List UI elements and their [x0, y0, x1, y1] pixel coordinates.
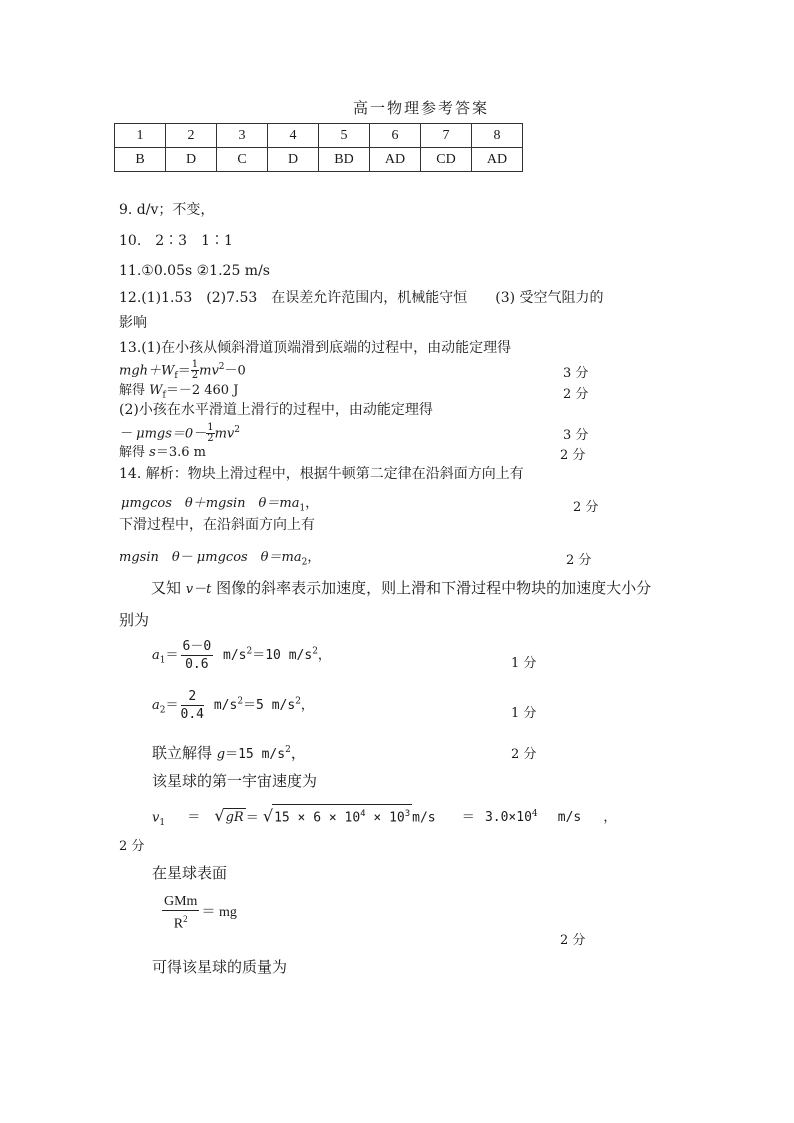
fraction — [181, 638, 214, 673]
q14-g-result: 联立解得 g＝15 $m/s^2$， — [152, 744, 306, 762]
q14-v1-equation: $v_1 = √gR = √15 \times 6 \times 10^4 \times 10^3$ $m/s = 3.0\times 10^4$ m/s ， — [152, 804, 616, 832]
table-cell: 3 — [217, 124, 268, 148]
score: 2 分 — [566, 553, 592, 568]
answer-table-answers-row — [115, 148, 523, 172]
table-cell: 6 — [370, 124, 421, 148]
eq-term: μmgcos θ＋mgsin θ＝ma — [121, 496, 300, 511]
q14-mass-intro: 可得该星球的质量为 — [152, 958, 288, 976]
q13-solution-2 — [119, 444, 206, 462]
eq-symbol: ＝ — [461, 810, 475, 826]
eq-term: m/s — [557, 810, 582, 826]
eq-term: － μmgs＝0－ — [119, 426, 207, 442]
eq-term: a — [152, 648, 160, 663]
fraction-half — [206, 423, 214, 444]
eq-term: ＝－2 460 J — [165, 383, 239, 398]
eq-symbol: ＝ — [165, 648, 179, 663]
q13-equation-1: $mgh+W_f=$ $\frac{1}{2}$ $mv^2-0$ — [119, 359, 246, 382]
eq-subscript: 2 — [159, 705, 166, 716]
eq-term: W — [149, 383, 163, 398]
q9-answer: 9. d/v；不变， — [119, 202, 215, 218]
eq-term: ＝15 m/s — [225, 747, 286, 762]
score: 2 分 — [563, 387, 589, 402]
sqrt-gR: gR — [225, 810, 244, 826]
eq-term: v — [152, 810, 160, 826]
eq-subscript: 1 — [159, 655, 166, 666]
table-cell: 4 — [268, 124, 319, 148]
fraction-numerator: GMm — [164, 894, 198, 909]
score: 3 分 — [563, 428, 589, 443]
eq-term: a — [152, 698, 160, 713]
fraction-numerator: 1 — [207, 422, 214, 434]
fraction-denominator — [162, 911, 199, 933]
score: 2 分 — [511, 747, 537, 762]
q13-intro-2: (2)小孩在水平滑道上滑行的过程中，由动能定理得 — [119, 402, 433, 418]
eq-subscript: 1 — [299, 503, 306, 514]
table-cell: AD — [472, 148, 523, 172]
eq-exponent: 2 — [183, 914, 188, 924]
fraction-denominator: 0.6 — [185, 657, 209, 672]
q10-answer: 10. 2∶3 1∶1 — [119, 233, 233, 249]
q13-equation-2: － μmgs＝0－ $\frac{1}{2}$ $mv^2$ — [119, 422, 240, 445]
eq-term: ， — [307, 550, 321, 565]
eq-term: ＝10 m/s — [252, 648, 313, 663]
table-cell: 7 — [421, 124, 472, 148]
eq-symbol: ＝ — [245, 810, 259, 826]
eq-term: 解得 — [119, 383, 150, 398]
eq-term: g — [216, 747, 226, 762]
page-title: 高一物理参考答案 — [353, 99, 490, 117]
eq-term: 3.0×10 — [484, 810, 532, 826]
q12-answer-line2: 影响 — [119, 315, 147, 331]
text: v－t — [185, 582, 212, 597]
q14-slope-text — [151, 579, 651, 599]
score: 1 分 — [511, 706, 537, 721]
score: 2 分 — [119, 839, 145, 854]
eq-term: × 10 — [365, 810, 405, 826]
eq-subscript: f — [174, 370, 178, 381]
eq-term: －0 — [224, 363, 246, 379]
fraction-numerator: 1 — [191, 359, 199, 371]
eq-subscript: f — [162, 390, 166, 401]
eq-term: 15 × 6 × 10 — [274, 810, 361, 826]
q14-down-intro: 下滑过程中，在沿斜面方向上有 — [119, 517, 315, 533]
eq-term: ＝ mg — [201, 905, 237, 921]
table-cell: AD — [370, 148, 421, 172]
score: 2 分 — [560, 448, 586, 463]
eq-term: s — [149, 445, 156, 460]
eq-subscript: 2 — [301, 557, 308, 568]
eq-term: R — [173, 916, 184, 932]
table-cell: 5 — [319, 124, 370, 148]
eq-term: m/s — [206, 698, 238, 713]
q12-answer-line1: 12.(1)1.53 (2)7.53 在误差允许范围内，机械能守恒 (3) 受空气阻力的 — [119, 290, 604, 306]
q14-slope-text-2: 别为 — [119, 611, 150, 629]
eq-term: mgh＋W — [119, 363, 175, 379]
q14-cosmic-intro: 该星球的第一宇宙速度为 — [152, 772, 318, 790]
eq-exponent: 3 — [404, 809, 411, 819]
q14-a2-equation: $a_2=$ $\frac{2}{0.4}$ $m/s^2=5$ $m/s^2$， — [152, 689, 314, 722]
fraction-numerator: 6－0 — [182, 639, 212, 654]
q14-a1-equation: $a_1=$ $\frac{6-0}{0.6}$ $m/s^2=10$ $m/s^2$， — [152, 639, 331, 672]
table-cell: 2 — [166, 124, 217, 148]
eq-term: ， — [603, 810, 617, 826]
fraction — [181, 688, 204, 723]
fraction-denominator: 2 — [207, 433, 214, 445]
eq-term: mv — [199, 363, 219, 379]
table-cell: D — [166, 148, 217, 172]
table-cell: BD — [319, 148, 370, 172]
q13-intro-1: 13.(1)在小孩从倾斜滑道顶端滑到底端的过程中，由动能定理得 — [119, 340, 512, 356]
answer-table — [114, 123, 523, 172]
q11-answer: 11.①0.05s ②1.25 m/s — [119, 263, 270, 279]
table-cell: CD — [421, 148, 472, 172]
eq-symbol: ＝ — [165, 698, 179, 713]
text: 又知 — [151, 579, 186, 597]
eq-term: mv — [214, 426, 235, 442]
eq-term: mgsin θ－ μmgcos θ＝ma — [119, 550, 302, 565]
eq-term: ＝3.6 m — [155, 445, 206, 460]
eq-exponent: 4 — [360, 809, 366, 819]
fraction-denominator: 2 — [191, 370, 199, 382]
sqrt-expression — [272, 804, 412, 827]
eq-term: ， — [305, 496, 319, 511]
table-cell: 8 — [472, 124, 523, 148]
score: 3 分 — [563, 366, 589, 381]
q14-gravity-equation — [160, 893, 237, 933]
eq-subscript: 1 — [159, 817, 166, 828]
q14-intro: 14. 解析：物块上滑过程中，根据牛顿第二定律在沿斜面方向上有 — [119, 466, 524, 482]
score: 2 分 — [573, 500, 599, 515]
q14-surface-intro: 在星球表面 — [152, 864, 228, 882]
table-cell: 1 — [115, 124, 166, 148]
eq-term: m/s — [215, 648, 247, 663]
fraction-half — [191, 360, 199, 381]
eq-exponent: 4 — [531, 809, 538, 819]
q14-equation-up — [121, 495, 318, 518]
fraction-denominator: 0.4 — [180, 707, 204, 722]
eq-symbol: ＝ — [187, 810, 201, 826]
eq-term: ＝5 m/s — [243, 698, 296, 713]
answer-table-numbers-row — [115, 124, 523, 148]
table-cell: C — [217, 148, 268, 172]
eq-term: m/s — [412, 810, 436, 826]
eq-term: 解得 — [119, 445, 150, 460]
score: 1 分 — [511, 656, 537, 671]
fraction — [162, 893, 199, 933]
q14-equation-down — [119, 549, 320, 572]
fraction-numerator: 2 — [181, 688, 204, 706]
text: 图像的斜率表示加速度，则上滑和下滑过程中物块的加速度大小分 — [211, 579, 652, 597]
table-cell: D — [268, 148, 319, 172]
table-cell: B — [115, 148, 166, 172]
eq-symbol: ＝ — [177, 363, 191, 379]
score: 2 分 — [560, 933, 586, 948]
text: 联立解得 — [152, 744, 217, 762]
